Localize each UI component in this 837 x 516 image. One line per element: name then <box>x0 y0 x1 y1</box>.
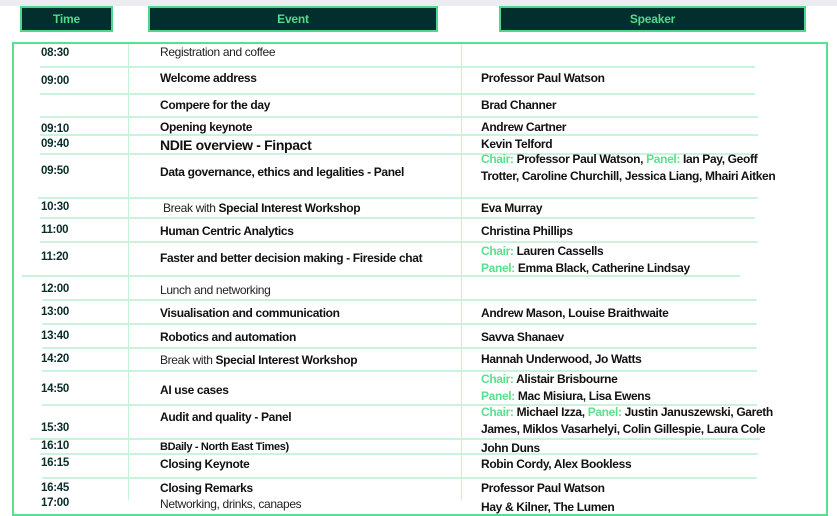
event-cell <box>160 251 422 265</box>
event-prefix: Break with <box>163 201 219 215</box>
speaker-name: Brad Channer <box>481 98 557 112</box>
role-label: Panel: <box>481 389 518 403</box>
time-cell: 16:10 <box>41 440 69 452</box>
speaker-name: Hannah Underwood, Jo Watts <box>481 352 642 366</box>
speaker-name: Robin Cordy, Alex Bookless <box>481 457 632 471</box>
event-title: Visualisation and communication <box>160 306 340 320</box>
row-divider <box>40 453 758 455</box>
speaker-line <box>481 372 617 386</box>
speaker-name: Trotter, Caroline Churchill, Jessica Liang, Mhairi Aitken <box>481 169 776 183</box>
speaker-name: Andrew Cartner <box>481 120 567 134</box>
time-cell: 16:45 <box>41 482 69 494</box>
speaker-name: John Duns <box>481 441 540 455</box>
event-title: NDIE overview - Finpact <box>160 137 312 153</box>
row-divider <box>42 370 757 372</box>
speaker-name: Andrew Mason, Louise Braithwaite <box>481 306 669 320</box>
column-divider <box>461 44 462 500</box>
event-title: Special Interest Workshop <box>218 201 361 215</box>
event-title: Human Centric Analytics <box>160 224 294 238</box>
speaker-name: Alistair Brisbourne <box>516 372 618 386</box>
speaker-name: Savva Shanaev <box>481 330 564 344</box>
event-title: Data governance, ethics and legalities - Panel <box>160 165 404 179</box>
role-label: Chair: <box>481 244 517 258</box>
header-event: Event <box>148 6 438 32</box>
column-divider <box>128 44 129 500</box>
speaker-name: Hay & Kilner, The Lumen <box>481 500 615 514</box>
time-cell: 14:50 <box>41 383 69 395</box>
event-title: Welcome address <box>160 71 257 85</box>
role-label: Chair: <box>481 372 517 386</box>
time-cell: 10:30 <box>41 201 69 213</box>
speaker-name: Emma Black, Catherine Lindsay <box>517 261 690 275</box>
speaker-line <box>481 120 566 134</box>
speaker-line <box>481 98 556 112</box>
speaker-line <box>481 137 552 151</box>
time-cell: 13:00 <box>41 306 69 318</box>
time-cell: 11:20 <box>41 251 69 263</box>
row-divider <box>42 299 757 301</box>
time-cell: 16:15 <box>41 457 69 469</box>
speaker-line <box>481 244 603 258</box>
event-prefix: Registration and coffee <box>160 45 276 59</box>
event-title: Opening keynote <box>160 120 253 134</box>
header-time: Time <box>20 6 113 32</box>
event-cell <box>160 137 311 153</box>
role-label: Panel: <box>587 405 625 419</box>
speaker-line <box>481 306 669 320</box>
time-cell: 12:00 <box>41 283 69 295</box>
row-divider <box>40 93 755 95</box>
event-prefix: Networking, drinks, canapes <box>160 497 302 511</box>
row-divider <box>40 217 755 219</box>
row-divider <box>38 197 758 199</box>
row-divider <box>42 347 757 349</box>
row-divider <box>42 323 757 325</box>
speaker-name: Michael Izza, <box>516 405 588 419</box>
speaker-name: Lauren Cassells <box>516 244 604 258</box>
event-title: Special Interest Workshop <box>215 353 358 367</box>
event-prefix: Lunch and networking <box>160 283 271 297</box>
event-cell <box>160 306 340 320</box>
speaker-line <box>481 422 765 436</box>
time-cell: 17:00 <box>41 497 69 509</box>
speaker-line <box>481 405 773 419</box>
speaker-line <box>481 352 641 366</box>
event-prefix: Break with <box>160 353 216 367</box>
speaker-line <box>481 481 605 495</box>
speaker-name: Eva Murray <box>481 201 543 215</box>
speaker-line <box>481 330 564 344</box>
row-divider <box>40 241 758 243</box>
role-label: Chair: <box>481 152 517 166</box>
event-cell <box>160 481 253 495</box>
event-cell <box>160 383 229 397</box>
time-cell: 09:50 <box>41 165 69 177</box>
row-divider <box>22 275 740 277</box>
event-cell <box>160 98 270 112</box>
speaker-name: Professor Paul Watson, <box>516 152 647 166</box>
time-cell: 08:30 <box>41 47 69 59</box>
event-title: Robotics and automation <box>160 330 296 344</box>
row-divider <box>40 116 758 118</box>
speaker-line <box>481 71 605 85</box>
event-cell <box>160 224 294 238</box>
speaker-line <box>481 224 573 238</box>
speaker-name: Christina Phillips <box>481 224 573 238</box>
speaker-line <box>481 500 614 514</box>
row-divider <box>40 66 755 68</box>
speaker-line <box>481 201 542 215</box>
event-title: Faster and better decision making - Fireside chat <box>160 251 423 265</box>
event-cell <box>160 457 249 471</box>
time-cell: 11:00 <box>41 224 69 236</box>
time-cell: 09:40 <box>41 138 69 150</box>
speaker-line <box>481 152 757 166</box>
event-title: BDaily - North East Times) <box>160 441 289 453</box>
speaker-name: Professor Paul Watson <box>481 71 605 85</box>
event-cell <box>160 439 289 453</box>
speaker-name: Ian Pay, Geoff <box>683 152 758 166</box>
speaker-name: James, Miklos Vasarhelyi, Colin Gillespie, Laura Cole <box>481 422 766 436</box>
event-cell <box>160 120 252 134</box>
speaker-name: Justin Januszewski, Gareth <box>624 405 773 419</box>
speaker-line <box>481 441 540 455</box>
row-divider <box>42 477 757 479</box>
header-speaker: Speaker <box>499 6 806 32</box>
event-cell <box>160 497 301 511</box>
event-cell <box>160 330 296 344</box>
event-cell <box>163 201 360 215</box>
time-cell: 09:00 <box>41 75 69 87</box>
speaker-name: Professor Paul Watson <box>481 481 605 495</box>
time-cell: 14:20 <box>41 353 69 365</box>
event-title: Closing Keynote <box>160 457 250 471</box>
time-cell: 13:40 <box>41 330 69 342</box>
event-cell <box>160 45 275 59</box>
event-title: AI use cases <box>160 383 229 397</box>
speaker-line <box>481 389 651 403</box>
speaker-line <box>481 457 631 471</box>
speaker-line <box>481 169 775 183</box>
time-cell: 15:30 <box>41 422 69 434</box>
event-title: Closing Remarks <box>160 481 253 495</box>
event-title: Compere for the day <box>160 98 271 112</box>
time-cell: 09:10 <box>41 123 69 135</box>
row-divider <box>30 438 760 440</box>
event-cell <box>160 165 404 179</box>
row-divider <box>40 134 758 136</box>
event-cell <box>160 410 291 424</box>
role-label: Chair: <box>481 405 517 419</box>
event-title: Audit and quality - Panel <box>160 410 292 424</box>
event-cell <box>160 71 257 85</box>
role-label: Panel: <box>646 152 684 166</box>
event-cell <box>160 353 357 367</box>
event-cell <box>160 283 270 297</box>
schedule-table <box>12 42 828 516</box>
speaker-name: Kevin Telford <box>481 137 553 151</box>
speaker-line <box>481 261 690 275</box>
role-label: Panel: <box>481 261 518 275</box>
speaker-name: Mac Misiura, Lisa Ewens <box>517 389 651 403</box>
